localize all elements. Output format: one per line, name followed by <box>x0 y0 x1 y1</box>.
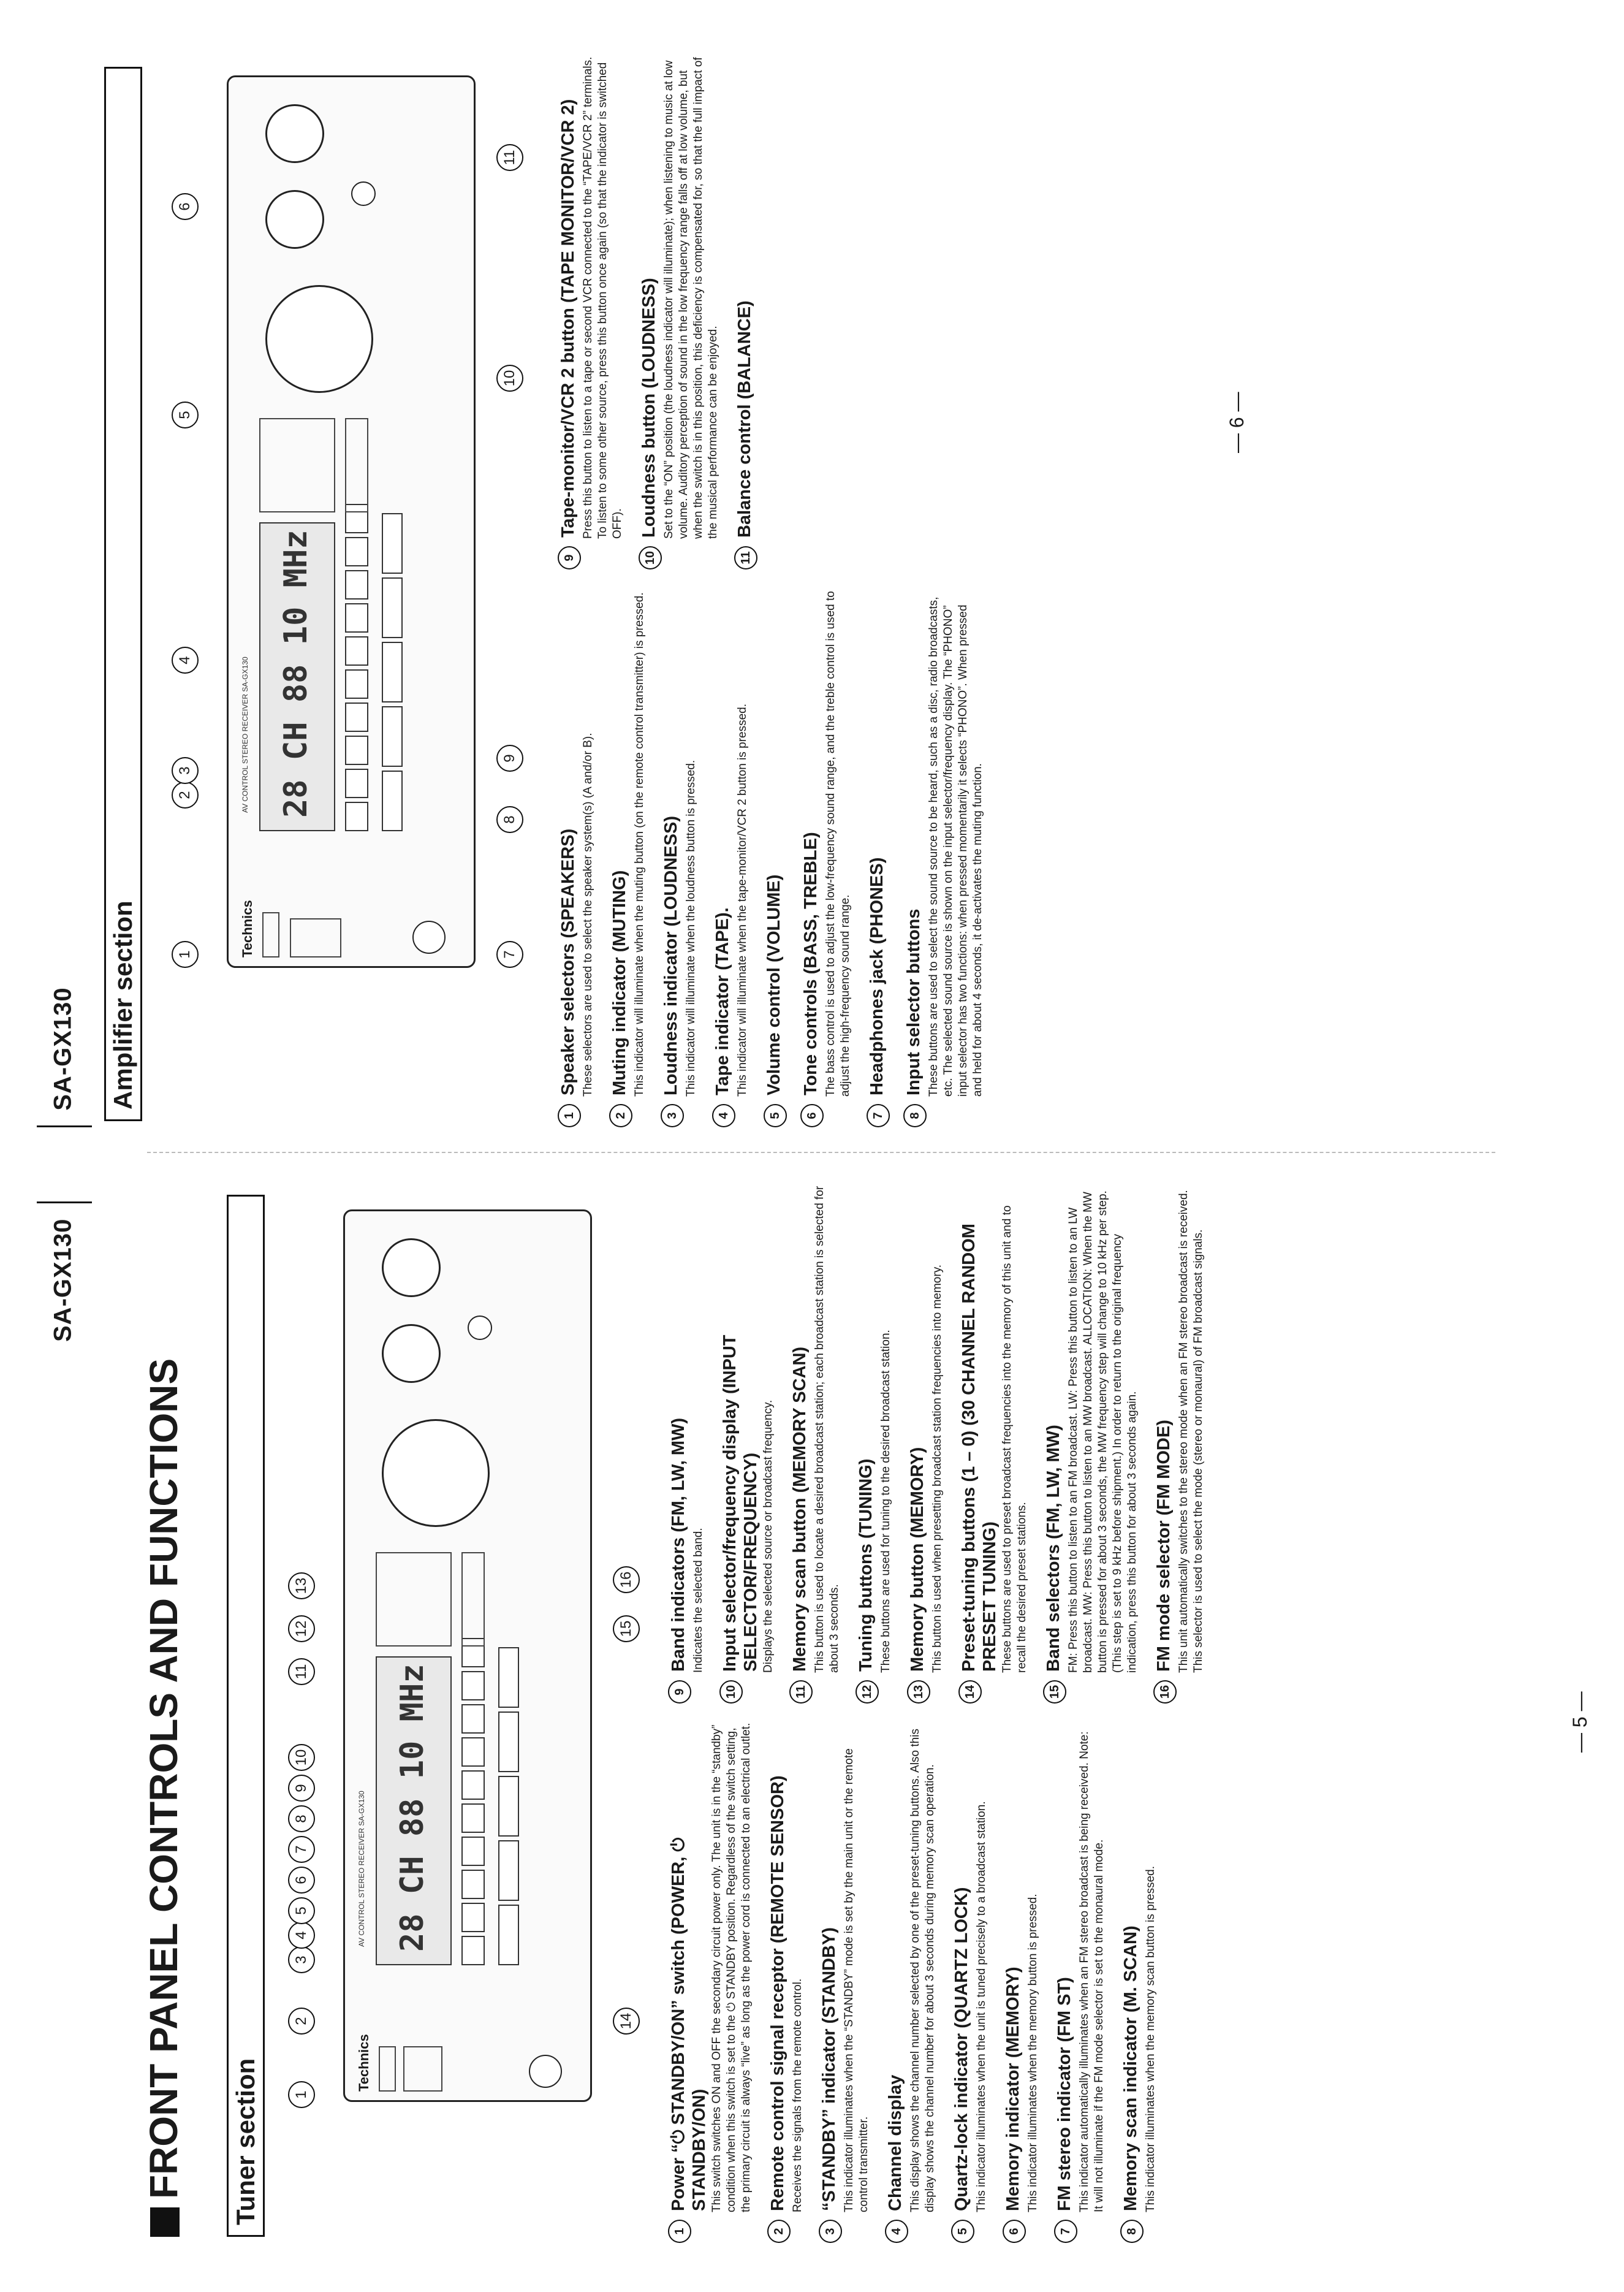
amp-item-2: 2 Muting indicator (MUTING) This indicator will illuminate when the muting button (on the remote control transmitter) is pressed. <box>609 588 647 1127</box>
main-title: FRONT PANEL CONTROLS AND FUNCTIONS <box>141 1358 186 2237</box>
tuner-section-title: Tuner section <box>227 1195 265 2237</box>
amp-callout-1: 1 <box>172 941 199 968</box>
band-selectors-2 <box>345 418 368 512</box>
page-number-6: — 6 — <box>1226 392 1248 453</box>
callout-1: 1 <box>288 2081 315 2108</box>
amp-callout-8: 8 <box>496 806 523 833</box>
callout-15: 15 <box>613 1615 640 1642</box>
amp-item-1: 1 Speaker selectors (SPEAKERS) These selectors are used to select the speaker system(s) (A and/or B). <box>558 588 596 1127</box>
band-selectors <box>461 1552 485 1647</box>
amp-callout-7: 7 <box>496 941 523 968</box>
amp-callout-11: 11 <box>496 144 523 171</box>
preset-buttons-2 <box>345 504 368 831</box>
callout-16: 16 <box>613 1566 640 1593</box>
panel-caption-2: AV CONTROL STEREO RECEIVER SA-GX130 <box>241 657 249 813</box>
amp-item-5: 5 Volume control (VOLUME) <box>764 588 787 1127</box>
amp-item-8: 8 Input selector buttons These buttons are used to select the sound source to be heard, such as a disc, radio broadcasts, etc. The selected sound source is shown on the input selector/frequency display. The “PHONO” input selector has two functions: when pressed momentarily it selects “PHONO”. When pressed and held for about 4 seconds, it de-activates the muting function. <box>903 588 985 1127</box>
tuner-item-1: 1 Power “⏻ STANDBY/ON” switch (POWER, ⏻ STANDBY/ON) This switch switches ON and OFF the secondary circuit power only. The unit is in the “standby” condition when this switch is set to the ⏻ STANDBY position. Regardless of the switch setting, the primary circuit is always “live” as long as the power cord is connected to an electrical outlet. <box>668 1722 754 2243</box>
brand-label: Technics <box>356 2034 371 2092</box>
fl-display-2 <box>259 522 335 831</box>
tuning-buttons <box>376 1552 452 1647</box>
callout-2: 2 <box>288 2008 315 2035</box>
tuner-item-13: 13 Memory button (MEMORY) This button is used when presetting broadcast station frequencies into memory. <box>907 1182 945 1704</box>
brand-label-2: Technics <box>240 900 255 958</box>
amp-item-11: 11 Balance control (BALANCE) <box>734 42 757 569</box>
tuner-item-8: 8 Memory scan indicator (M. SCAN) This indicator illuminates when the memory scan button is pressed. <box>1120 1722 1158 2243</box>
tuner-front-panel-drawing <box>343 1209 592 2102</box>
fl-display <box>376 1656 452 1965</box>
callout-14: 14 <box>613 2008 640 2035</box>
phones-jack <box>529 2055 562 2088</box>
callout-11: 11 <box>288 1658 315 1685</box>
amp-callout-6: 6 <box>172 193 199 220</box>
amp-callout-4: 4 <box>172 647 199 674</box>
tuner-item-5: 5 Quartz-lock indicator (QUARTZ LOCK) This indicator illuminates when the unit is tuned precisely to a broadcast station. <box>951 1722 989 2243</box>
model-tag-left: SA-GX130 <box>37 1201 92 1342</box>
tuner-item-7: 7 FM stereo indicator (FM ST) This indicator automatically illuminates when an FM stereo broadcast is being received. Note: It will not illuminate if the FM mode selector is set to the monaural mode. <box>1054 1722 1107 2243</box>
amp-item-4: 4 Tape indicator (TAPE). This indicator will illuminate when the tape-monitor/VCR 2 button is pressed. <box>712 588 750 1127</box>
treble-knob-2 <box>265 104 324 163</box>
speaker-selectors <box>290 918 341 958</box>
amplifier-column-2 <box>558 42 771 569</box>
tuner-item-14: 14 Preset-tuning buttons (1 – 0) (30 CHANNEL RANDOM PRESET TUNING) These buttons are used to preset broadcast frequencies into the memory of this unit and to recall the desired preset stations. <box>958 1182 1030 1704</box>
tuner-item-4: 4 Channel display This display shows the channel number selected by one of the preset-tuning buttons. Also this display shows the channel number for about 3 seconds during memory scan operation. <box>885 1722 938 2243</box>
title-bullet <box>150 2207 180 2237</box>
volume-knob <box>382 1419 490 1527</box>
amp-callout-3: 3 <box>172 757 199 784</box>
callout-8: 8 <box>288 1805 315 1832</box>
display-digits-2: 28 CH 88 10 MHz <box>278 530 314 818</box>
tuner-item-3: 3 “STANDBY” indicator (STANDBY) This indicator illuminates when the “STANDBY” mode is set by the main unit or the remote control transmitter. <box>819 1722 871 2243</box>
amp-callout-2: 2 <box>172 782 199 809</box>
amp-callout-10: 10 <box>496 365 523 392</box>
callout-5: 5 <box>288 1897 315 1924</box>
amplifier-column-1 <box>558 588 999 1127</box>
remote-sensor <box>403 2046 442 2092</box>
balance-knob <box>468 1315 492 1340</box>
callout-4: 4 <box>288 1922 315 1949</box>
amp-item-6: 6 Tone controls (BASS, TREBLE) The bass control is used to adjust the low-frequency sound range, and the treble control is used to adjust the high-frequency sound range. <box>800 588 853 1127</box>
callout-7: 7 <box>288 1836 315 1863</box>
amp-item-10: 10 Loudness button (LOUDNESS) Set to the “ON” position (the loudness indicator will illuminate); when listening to music at low volume. Auditory perception of sound in the low frequency range falls off at low volume, but when the switch is in this position, this deficiency is compensated for, so that the full impact of the musical performance can be enjoyed. <box>639 42 721 569</box>
amp-callout-9: 9 <box>496 745 523 772</box>
tuner-item-12: 12 Tuning buttons (TUNING) These buttons are used for tuning to the desired broadcast station. <box>856 1182 894 1704</box>
tuner-item-2: 2 Remote control signal receptor (REMOTE SENSOR) Receives the signals from the remote control. <box>767 1722 805 2243</box>
tuner-column-2 <box>668 1182 1220 1704</box>
tuner-item-9: 9 Band indicators (FM, LW, MW) Indicates the selected band. <box>668 1182 706 1704</box>
phones-jack-2 <box>412 921 446 954</box>
tuner-item-10: 10 Input selector/frequency display (INPUT SELECTOR/FREQUENCY) Displays the selected source or broadcast frequency. <box>719 1182 776 1704</box>
callout-10: 10 <box>288 1744 315 1771</box>
callout-12: 12 <box>288 1615 315 1642</box>
power-switch <box>379 2046 396 2092</box>
tuner-page <box>0 1152 1624 2292</box>
input-selector-buttons-2 <box>382 513 403 831</box>
amp-item-9: 9 Tape-monitor/VCR 2 button (TAPE MONITOR/VCR 2) Press this button to listen to a tape or second VCR connected to the “TAPE/VCR 2” terminals. To listen to some other source, press this button once again (so that the indicator is switched OFF). <box>558 42 625 569</box>
tuner-item-15: 15 Band selectors (FM, LW, MW) FM: Press this button to listen to an FM broadcast. LW: Press this button to listen to an LW broadcast. MW: Press this button to listen to an MW broadcast. ALLOCATION: When the MW button is pressed for about 3 seconds, the MW frequency step will change to 10 kHz per step. (This step is set to 9 kHz before shipment.) In order to return to the original frequency indication, press this button for about 3 seconds again. <box>1043 1182 1140 1704</box>
callout-13: 13 <box>288 1572 315 1599</box>
tuner-column-1 <box>668 1722 1172 2243</box>
panel-caption: AV CONTROL STEREO RECEIVER SA-GX130 <box>357 1791 366 1947</box>
amplifier-front-panel-drawing <box>227 75 476 968</box>
preset-buttons <box>461 1638 485 1965</box>
page-number-5: — 5 — <box>1569 1691 1591 1753</box>
amp-item-7: 7 Headphones jack (PHONES) <box>867 588 890 1127</box>
amplifier-section-title: Amplifier section <box>104 67 142 1121</box>
bass-knob-2 <box>265 190 324 249</box>
tuner-item-6: 6 Memory indicator (MEMORY) This indicator illuminates when the memory button is pressed. <box>1003 1722 1041 2243</box>
tuner-item-11: 11 Memory scan button (MEMORY SCAN) This button is used to locate a desired broadcast station; each broadcast station is selected for about 3 seconds. <box>789 1182 842 1704</box>
callout-6: 6 <box>288 1867 315 1894</box>
amp-callout-5: 5 <box>172 402 199 428</box>
amp-item-3: 3 Loudness indicator (LOUDNESS) This indicator will illuminate when the loudness button is pressed. <box>661 588 699 1127</box>
bass-knob <box>382 1324 441 1383</box>
balance-knob-2 <box>351 181 376 206</box>
model-tag-right: SA-GX130 <box>37 987 92 1127</box>
callout-3: 3 <box>288 1946 315 1973</box>
tuning-buttons-2 <box>259 418 335 512</box>
display-digits: 28 CH 88 10 MHz <box>394 1664 431 1952</box>
tuner-item-16: 16 FM mode selector (FM MODE) This unit automatically switches to the stereo mode when an FM stereo broadcast is received. This selector is used to select the mode (stereo or monaural) of FM broadcast signals. <box>1153 1182 1206 1704</box>
treble-knob <box>382 1238 441 1297</box>
volume-knob-2 <box>265 285 373 393</box>
callout-9: 9 <box>288 1775 315 1802</box>
power-switch-2 <box>262 912 279 958</box>
input-selector-buttons <box>498 1647 519 1965</box>
